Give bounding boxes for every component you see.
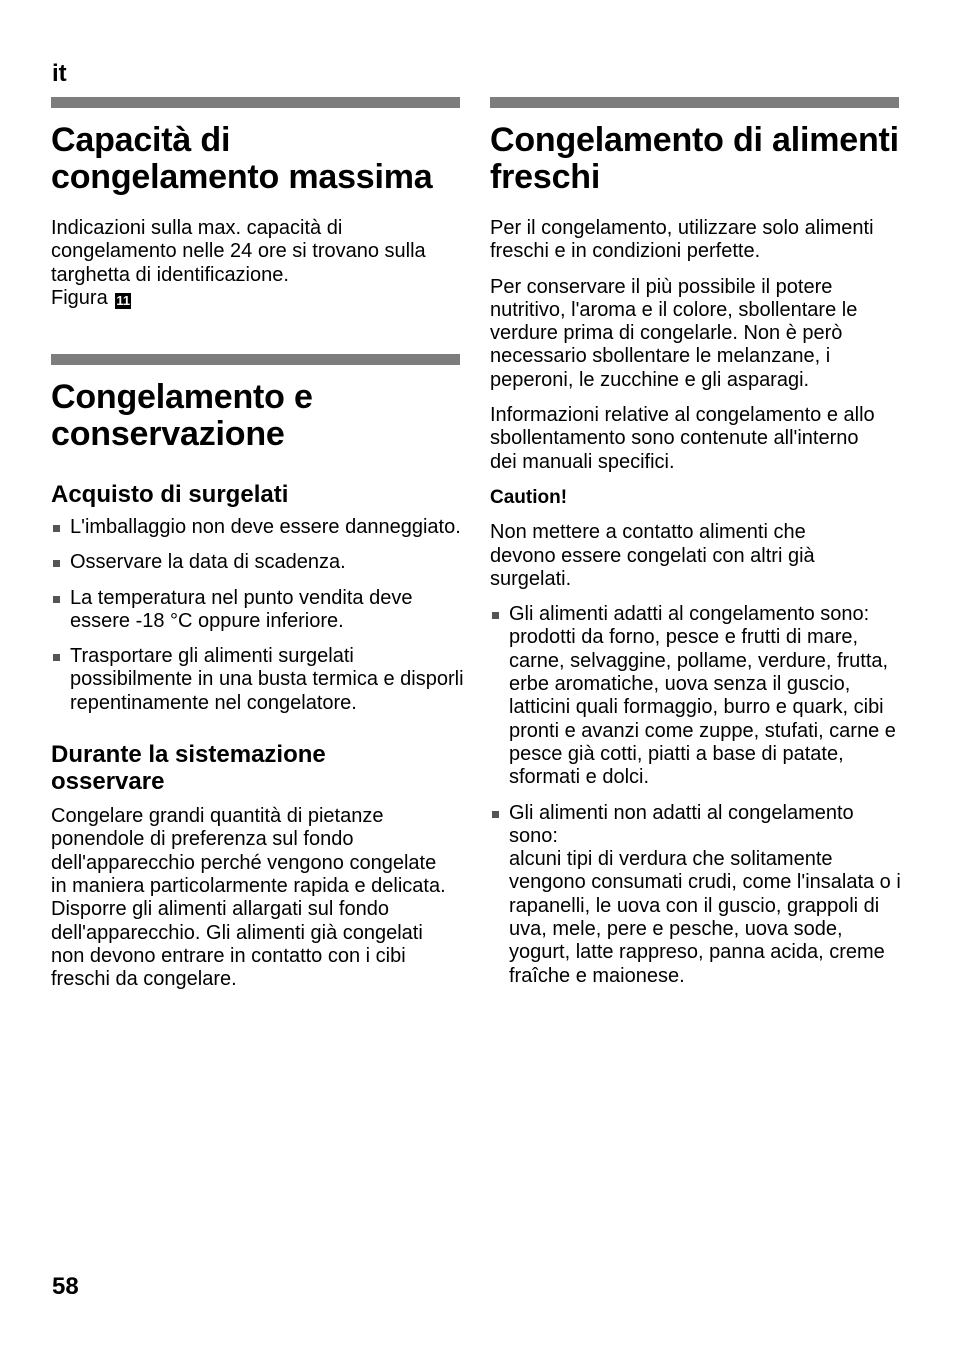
section-fresh-food-freezing bbox=[490, 97, 900, 988]
bullet-icon bbox=[492, 811, 499, 818]
freezing-list bbox=[490, 603, 900, 988]
subsection-title: Durante la sistemazione osservare bbox=[51, 741, 326, 796]
subsection-title: Acquisto di surgelati bbox=[51, 481, 289, 508]
section-freezing-storage bbox=[51, 354, 464, 991]
page-number: 58 bbox=[52, 1273, 79, 1300]
figure-label: Figura bbox=[51, 286, 108, 309]
section-title: Congelamento e conservazione bbox=[51, 378, 313, 453]
bullet-icon bbox=[53, 525, 60, 532]
list-item: L'imballaggio non deve essere danneggiato. bbox=[51, 516, 461, 539]
caution-text: Non mettere a contatto alimenti che devono essere congelati con altri già surgelati. bbox=[490, 521, 815, 590]
figure-ref-badge: 11 bbox=[116, 292, 131, 308]
caution-label: Caution! bbox=[490, 486, 568, 508]
bullet-icon bbox=[53, 560, 60, 567]
purchase-list bbox=[51, 516, 464, 715]
bullet-icon bbox=[492, 612, 499, 619]
section-max-freezing-capacity bbox=[51, 97, 461, 310]
list-item: La temperatura nel punto vendita deve essere -18 °C oppure inferiore. bbox=[51, 587, 461, 634]
list-item: Gli alimenti adatti al congelamento sono: prodotti da forno, pesce e frutti di mare, carne, selvaggine, pollame, verdure, frutta, erbe aromatiche, uova senza il guscio, latticini quali formaggio, burro e quark, cibi pronti e avanzi come zuppe, stufati, carne e pesce già cotti, piatti a base di patate, sformati e dolci. bbox=[490, 603, 904, 789]
section-title: Congelamento di alimenti freschi bbox=[490, 121, 899, 196]
bullet-icon bbox=[53, 596, 60, 603]
language-tag: it bbox=[52, 60, 67, 87]
placement-text: Congelare grandi quantità di pietanze ponendole di preferenza sul fondo dell'apparecchio perché vengono congelate in maniera particolarmente rapida e delicata. Disporre gli alimenti allargati sul fondo dell'apparecchio. Gli alimenti già congelati non devono entrare in contatto con i cibi freschi da congelare. bbox=[51, 805, 446, 991]
paragraph: Per conservare il più possibile il potere nutritivo, l'aroma e il colore, sbollentare le verdure prima di congelarle. Non è però necessario sbollentare le melanzane, i peperoni, le zucchine e gli asparagi. bbox=[490, 275, 858, 391]
paragraph: Informazioni relative al congelamento e allo sbollentamento sono contenute all'interno dei manuali specifici. bbox=[490, 404, 875, 473]
section-text bbox=[51, 217, 431, 310]
section-divider bbox=[490, 97, 899, 108]
list-item: Gli alimenti non adatti al congelamento sono: alcuni tipi di verdura che solitamente vengono consumati crudi, come l'insalata o i rapanelli, le uova con il guscio, grappoli di uva, mele, pere e pesche, uova sode, yogurt, latte rappreso, panna acida, creme fraîche e maionese. bbox=[490, 802, 904, 988]
section-divider bbox=[51, 97, 460, 108]
capacity-text: Indicazioni sulla max. capacità di congelamento nelle 24 ore si trovano sulla targhetta di identificazione. bbox=[51, 217, 426, 286]
section-title: Capacità di congelamento massima bbox=[51, 121, 433, 196]
bullet-icon bbox=[53, 654, 60, 661]
paragraph: Per il congelamento, utilizzare solo alimenti freschi e in condizioni perfette. bbox=[490, 217, 874, 263]
section-divider bbox=[51, 354, 460, 365]
list-item: Osservare la data di scadenza. bbox=[51, 551, 461, 574]
list-item: Trasportare gli alimenti surgelati possibilmente in una busta termica e disporli repentinamente nel congelatore. bbox=[51, 645, 470, 715]
